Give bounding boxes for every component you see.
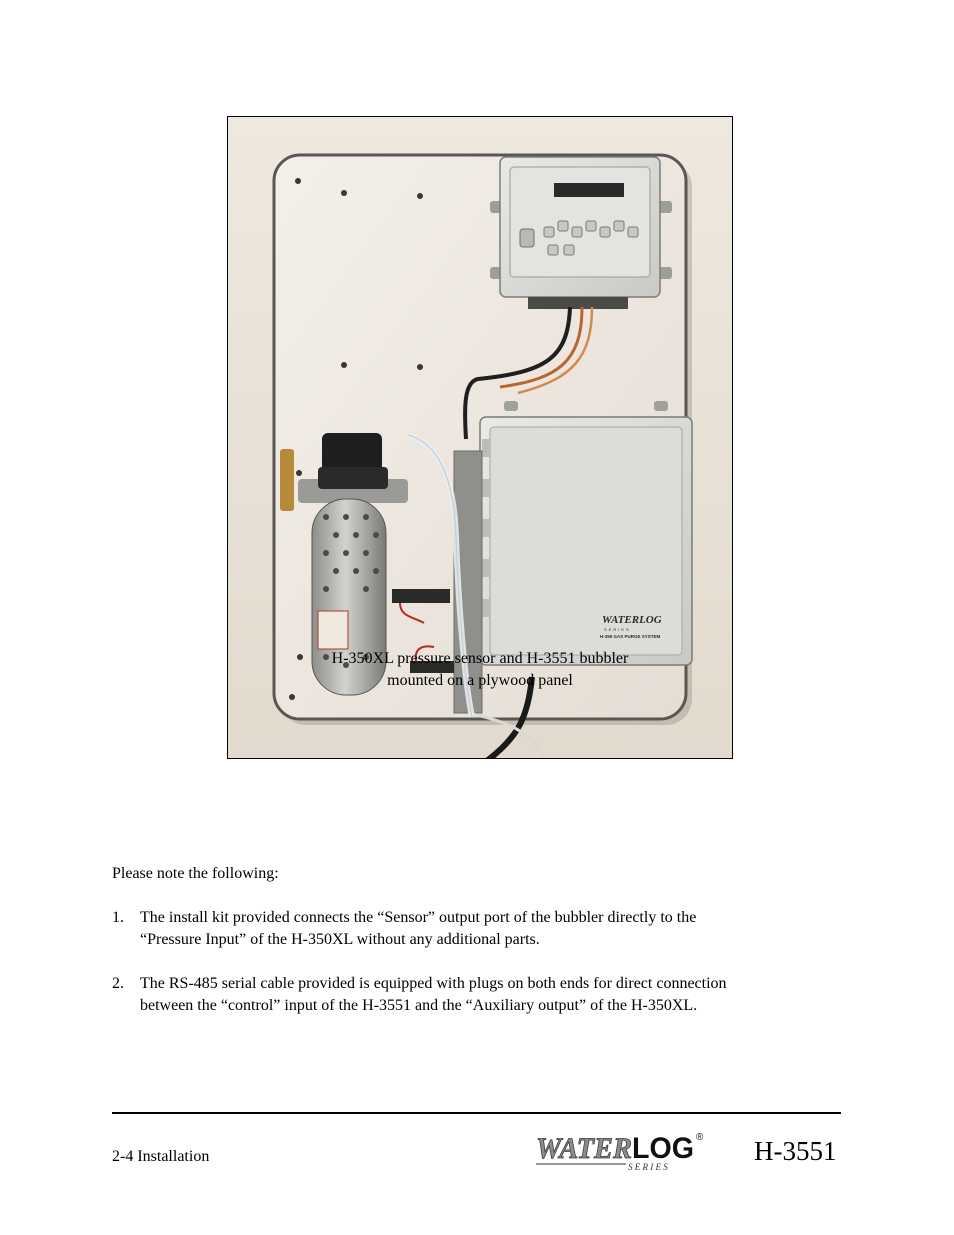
logo-registered-mark: ®: [696, 1132, 704, 1143]
device-logo: WATERLOG: [602, 614, 662, 626]
list-item-2-line-1: The RS-485 serial cable provided is equipped with plugs on both ends for direct connection: [140, 975, 727, 992]
intro-text: Please note the following:: [112, 865, 279, 882]
footer-divider: [112, 1112, 841, 1114]
logo-series: S E R I E S: [628, 1162, 668, 1172]
waterlog-logo: [534, 1126, 710, 1174]
logo-word-log: LOG: [632, 1132, 694, 1165]
list-item-1-line-2: “Pressure Input” of the H-350XL without any additional parts.: [140, 931, 540, 948]
logo-word-water: WATER: [536, 1132, 632, 1165]
list-item-2-line-2: between the “control” input of the H-3551 and the “Auxiliary output” of the H-350XL.: [140, 997, 698, 1014]
list-item-number: 2.: [112, 975, 124, 992]
figure-caption-line-2: mounted on a plywood panel: [387, 672, 573, 689]
list-item-1-line-1: The install kit provided connects the “Sensor” output port of the bubbler directly to the: [140, 909, 697, 926]
footer-section-label: 2-4 Installation: [112, 1148, 210, 1165]
list-item-number: 1.: [112, 909, 124, 926]
device-label: H-355 GAS PURGE SYSTEM: [600, 634, 661, 639]
device-logo-sub: SERIES: [604, 627, 631, 632]
footer-model-number: H-3551: [754, 1136, 837, 1166]
figure-caption-line-1: H-350XL pressure sensor and H-3551 bubbler: [331, 650, 629, 667]
